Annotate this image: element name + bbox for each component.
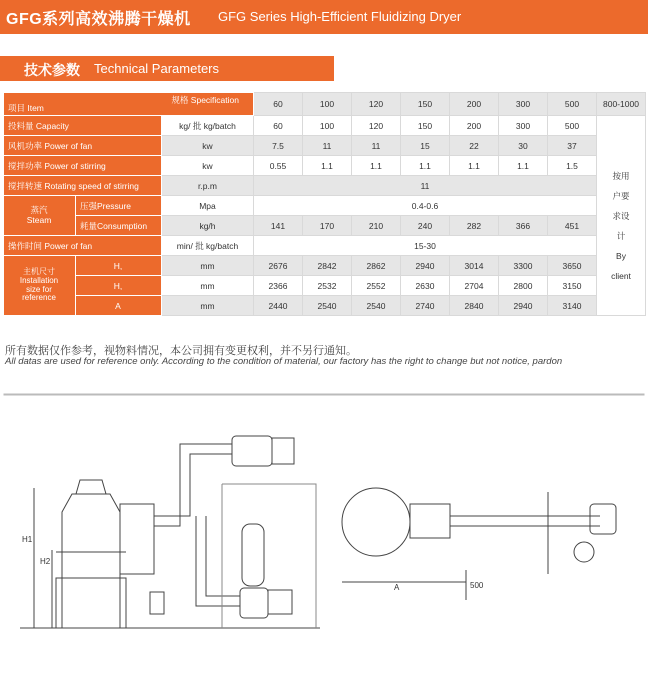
cell: 22	[450, 136, 499, 156]
cell: 30	[499, 136, 548, 156]
cell: 451	[548, 216, 597, 236]
dim-h2: H2	[40, 557, 51, 566]
disclaimer-en: All datas are used for reference only. According to the condition of material, our factory has the right to change but not notice, pardon	[5, 356, 563, 367]
cell: 2630	[401, 276, 450, 296]
duct-main	[154, 444, 232, 526]
row-unit: kw	[162, 156, 254, 176]
cell: 366	[499, 216, 548, 236]
table-row	[4, 256, 646, 276]
fan-lower	[240, 588, 268, 618]
table-row	[4, 156, 646, 176]
row-unit: mm	[162, 296, 254, 316]
model-header: 150	[401, 93, 450, 116]
table-row	[4, 296, 646, 316]
cell: 3150	[548, 276, 597, 296]
section-title-zh: 技术参数	[24, 62, 80, 78]
row-label: 搅拌转速 Rotating speed of stirring	[4, 176, 162, 196]
table-row	[4, 136, 646, 156]
plan-box	[410, 504, 450, 538]
table-row	[4, 176, 646, 196]
title-zh: GFG系列高效沸腾干燥机	[6, 11, 191, 28]
table-header-row	[4, 93, 646, 116]
row-label: 耗量Consumption	[76, 216, 162, 236]
cell: 11	[303, 136, 352, 156]
client-note-line: 求设	[612, 210, 630, 221]
row-label: 风机功率 Power of fan	[4, 136, 162, 156]
cell: 2800	[499, 276, 548, 296]
cell: 2366	[254, 276, 303, 296]
cell: 2440	[254, 296, 303, 316]
row-label: H,	[76, 276, 162, 296]
fan-upper-motor	[272, 438, 294, 464]
filter-box	[120, 504, 154, 574]
cell: 15-30	[254, 236, 597, 256]
cell: 300	[499, 116, 548, 136]
dryer-tower	[62, 494, 120, 628]
cell: 3014	[450, 256, 499, 276]
cell: 3300	[499, 256, 548, 276]
cell: 200	[450, 116, 499, 136]
row-unit: mm	[162, 256, 254, 276]
cell: 7.5	[254, 136, 303, 156]
table-row	[4, 276, 646, 296]
model-header: 200	[450, 93, 499, 116]
cell: 500	[548, 116, 597, 136]
dryer-drawing-svg	[0, 392, 648, 692]
client-note-line: By	[616, 250, 626, 261]
cell: 240	[401, 216, 450, 236]
table-row	[4, 236, 646, 256]
client-note-cell	[597, 116, 646, 316]
duct-riser	[196, 516, 240, 606]
cell: 1.1	[303, 156, 352, 176]
dim-h1: H1	[22, 535, 33, 544]
model-header: 60	[254, 93, 303, 116]
cell: 2704	[450, 276, 499, 296]
size-label: 主机尺寸 Installation size for reference	[4, 256, 76, 316]
cell: 1.1	[401, 156, 450, 176]
row-label: 操作时间 Power of fan	[4, 236, 162, 256]
row-unit: kw	[162, 136, 254, 156]
cell: 0.55	[254, 156, 303, 176]
cell: 15	[401, 136, 450, 156]
row-unit: kg/ 批 kg/batch	[162, 116, 254, 136]
cell: 1.5	[548, 156, 597, 176]
cell: 170	[303, 216, 352, 236]
title-bar	[0, 0, 648, 34]
row-unit: r.p.m	[162, 176, 254, 196]
item-label: 项目 Item	[8, 103, 44, 113]
section-header	[0, 56, 334, 81]
row-unit: min/ 批 kg/batch	[162, 236, 254, 256]
duct-riser	[206, 516, 240, 596]
table-row	[4, 216, 646, 236]
cell: 2540	[352, 296, 401, 316]
heater-box	[150, 592, 164, 614]
row-label: 压强Pressure	[76, 196, 162, 216]
cell: 2842	[303, 256, 352, 276]
row-label: A	[76, 296, 162, 316]
cell: 282	[450, 216, 499, 236]
row-unit: Mpa	[162, 196, 254, 216]
row-unit: kg/h	[162, 216, 254, 236]
cell: 0.4-0.6	[254, 196, 597, 216]
floor-line	[4, 394, 644, 395]
client-note-line: 计	[616, 230, 626, 241]
section-title-en: Technical Parameters	[94, 61, 219, 76]
cell: 11	[352, 136, 401, 156]
cell: 3650	[548, 256, 597, 276]
client-note-line: 按用	[612, 170, 630, 181]
cell: 1.1	[450, 156, 499, 176]
duct-main	[154, 454, 232, 516]
cell: 2552	[352, 276, 401, 296]
cell: 2540	[303, 296, 352, 316]
cell: 2862	[352, 256, 401, 276]
plan-outlet	[574, 542, 594, 562]
dim-a: A	[394, 583, 400, 592]
fan-upper	[232, 436, 272, 466]
title-en: GFG Series High-Efficient Fluidizing Dryer	[218, 9, 462, 24]
model-header: 120	[352, 93, 401, 116]
table-row	[4, 196, 646, 216]
spec-label: 规格 Specification	[171, 95, 239, 105]
row-unit: mm	[162, 276, 254, 296]
model-header: 300	[499, 93, 548, 116]
row-label: H,	[76, 256, 162, 276]
header-label-cell	[4, 93, 254, 116]
parameters-table	[3, 92, 646, 316]
plan-vessel	[342, 488, 410, 556]
cell: 100	[303, 116, 352, 136]
disclaimer-zh: 所有数据仅作参考，视物料情况，本公司拥有变更权利，并不另行通知。	[5, 345, 357, 357]
model-header: 500	[548, 93, 597, 116]
cell: 3140	[548, 296, 597, 316]
fan-lower-motor	[268, 590, 292, 614]
row-label: 搅拌功率 Power of stirring	[4, 156, 162, 176]
dryer-base	[56, 578, 126, 628]
plan-fan	[590, 504, 616, 534]
cell: 1.1	[352, 156, 401, 176]
dryer-drawing	[0, 392, 648, 692]
client-note-line: client	[611, 270, 631, 281]
row-label: 投料量 Capacity	[4, 116, 162, 136]
model-header: 100	[303, 93, 352, 116]
cell: 60	[254, 116, 303, 136]
table-row	[4, 116, 646, 136]
cell: 11	[254, 176, 597, 196]
cell: 2676	[254, 256, 303, 276]
cell: 1.1	[499, 156, 548, 176]
client-note-line: 户要	[612, 190, 630, 201]
cell: 2532	[303, 276, 352, 296]
cyclone	[242, 524, 264, 586]
model-header: 800-1000	[597, 93, 646, 116]
cell: 210	[352, 216, 401, 236]
steam-label: 蒸汽 Steam	[4, 196, 76, 236]
cell: 2940	[401, 256, 450, 276]
cell: 141	[254, 216, 303, 236]
cell: 37	[548, 136, 597, 156]
dryer-hood	[76, 480, 106, 494]
cell: 2840	[450, 296, 499, 316]
dim-500: 500	[470, 581, 484, 590]
cell: 2740	[401, 296, 450, 316]
cell: 150	[401, 116, 450, 136]
cell: 2940	[499, 296, 548, 316]
cell: 120	[352, 116, 401, 136]
